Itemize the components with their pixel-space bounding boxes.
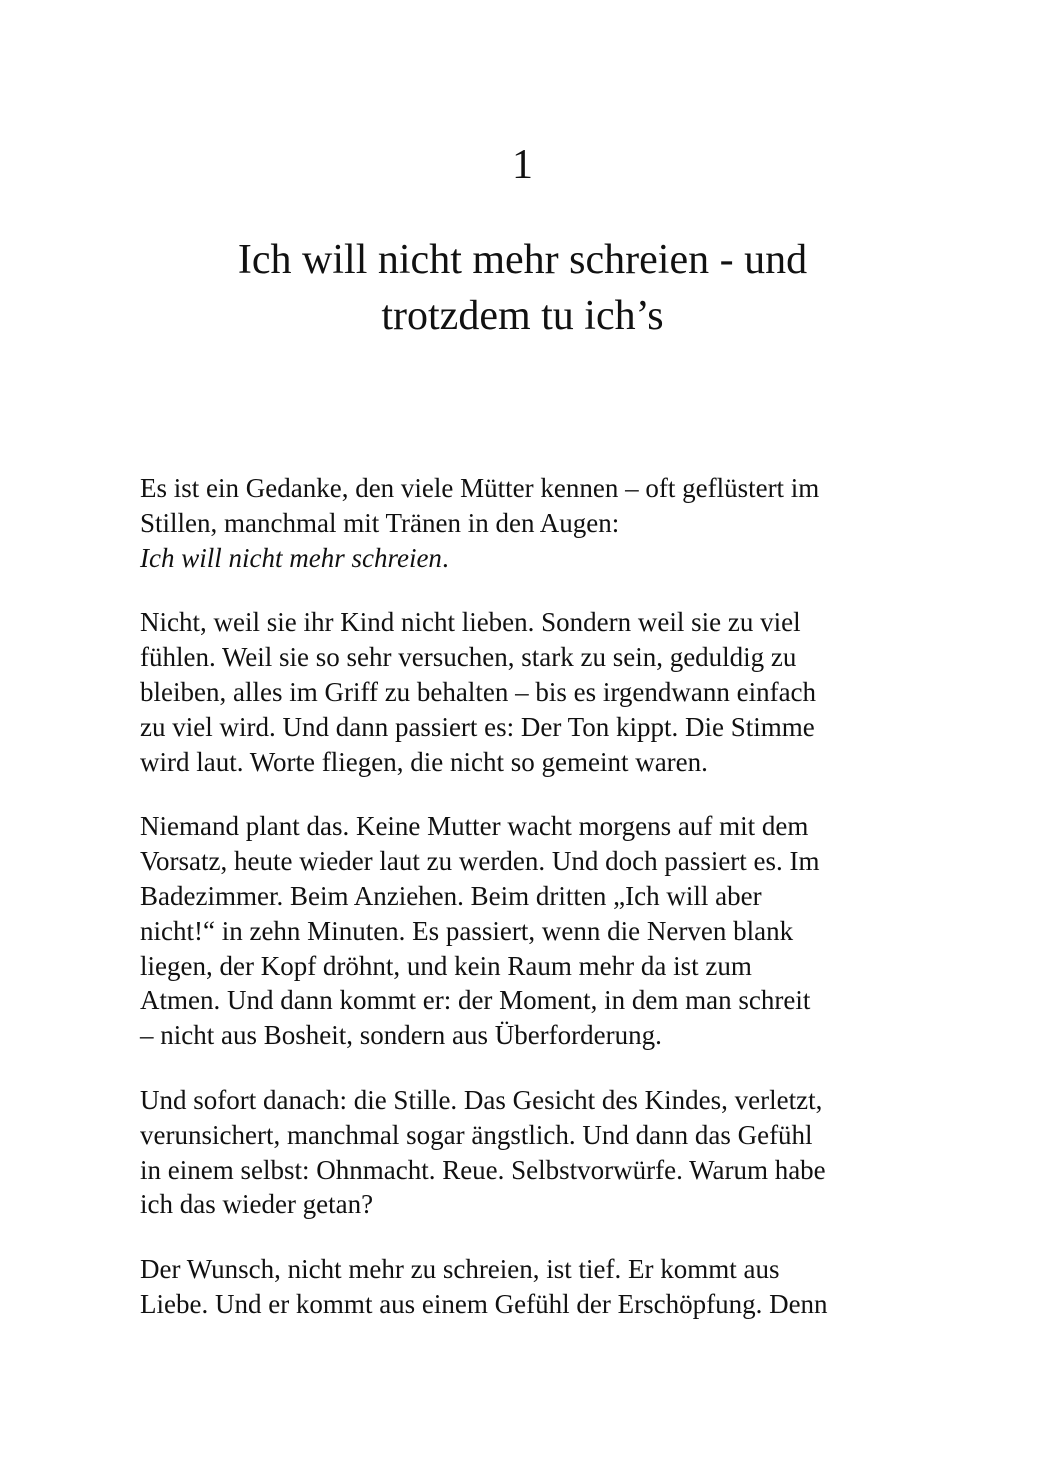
text-line: Der Wunsch, nicht mehr zu schreien, ist tief. Er kommt aus [140, 1254, 780, 1285]
text-line: Nicht, weil sie ihr Kind nicht lieben. Sondern weil sie zu viel [140, 607, 801, 638]
paragraph [140, 471, 920, 575]
body-text [140, 471, 920, 1352]
paragraph [140, 1083, 920, 1222]
text-line: Vorsatz, heute wieder laut zu werden. Und doch passiert es. Im [140, 846, 820, 877]
text-line: Atmen. Und dann kommt er: der Moment, in dem man schreit [140, 985, 811, 1016]
text-line: Liebe. Und er kommt aus einem Gefühl der Erschöpfung. Denn [140, 1288, 828, 1319]
text-line: Es ist ein Gedanke, den viele Mütter kennen – oft geflüstert im [140, 473, 820, 503]
italic-quote-period: . [441, 542, 449, 573]
text-line: liegen, der Kopf dröhnt, und kein Raum mehr da ist zum [140, 950, 752, 981]
text-line: – nicht aus Bosheit, sondern aus Überforderung. [140, 1020, 662, 1051]
chapter-number: 1 [512, 142, 533, 188]
text-line: in einem selbst: Ohnmacht. Reue. Selbstvorwürfe. Warum habe [140, 1154, 826, 1185]
text-line: fühlen. Weil sie so sehr versuchen, stark zu sein, geduldig zu [140, 642, 797, 673]
text-line: ich das wieder getan? [140, 1189, 374, 1220]
chapter-title-line: trotzdem tu ich’s [381, 293, 664, 339]
paragraph [140, 605, 920, 779]
text-line: wird laut. Worte fliegen, die nicht so gemeint waren. [140, 746, 708, 777]
text-line: Und sofort danach: die Stille. Das Gesicht des Kindes, verletzt, [140, 1084, 823, 1115]
paragraph [140, 809, 920, 1053]
text-line [140, 541, 920, 576]
text-line: nicht!“ in zehn Minuten. Es passiert, wenn die Nerven blank [140, 915, 794, 946]
paragraph [140, 1252, 920, 1322]
text-line: zu viel wird. Und dann passiert es: Der Ton kippt. Die Stimme [140, 711, 815, 742]
chapter-title-line: Ich will nicht mehr schreien - und [237, 237, 808, 283]
text-line: Badezimmer. Beim Anziehen. Beim dritten „Ich will aber [140, 880, 762, 911]
text-line: bleiben, alles im Griff zu behalten – bis es irgendwann einfach [140, 676, 817, 707]
italic-quote: Ich will nicht mehr schreien [140, 542, 442, 573]
chapter-title [120, 232, 925, 344]
text-line: verunsichert, manchmal sogar ängstlich. Und dann das Gefühl [140, 1119, 813, 1150]
text-line: Niemand plant das. Keine Mutter wacht morgens auf mit dem [140, 811, 809, 842]
text-line: Stillen, manchmal mit Tränen in den Augen: [140, 507, 620, 538]
